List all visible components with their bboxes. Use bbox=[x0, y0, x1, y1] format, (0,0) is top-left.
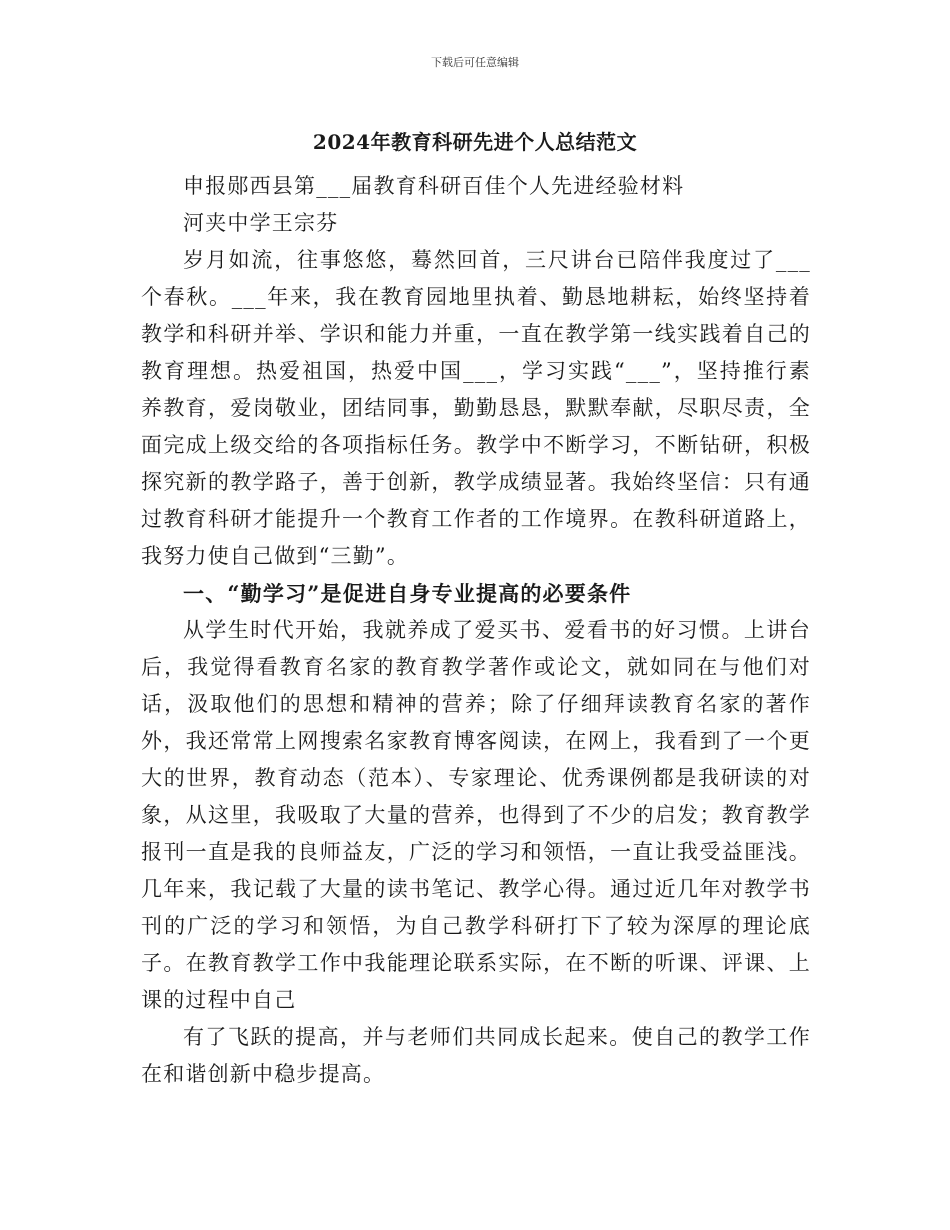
paragraph-author: 河夹中学王宗芬 bbox=[183, 211, 339, 235]
paragraph-section-body: 从学生时代开始，我就养成了爱买书、爱看书的好习惯。上讲台后，我觉得看教育名家的教育教学著作或论文，就如同在与他们对话，汲取他们的思想和精神的营养；除了仔细拜读教育名家的著作外，我还常常上网搜索名家教育博客阅读，在网上，我看到了一个更大的世界，教育动态（范本）、专家理论、优秀课例都是我研读的对象，从这里，我吸取了大量的营养，也得到了不少的启发；教育教学报刊一直是我的良师益友，广泛的学习和领悟，一直让我受益匪浅。几年来，我记载了大量的读书笔记、教学心得。通过近几年对教学书刊的广泛的学习和领悟，为自己教学科研打下了较为深厚的理论底子。在教育教学工作中我能理论联系实际，在不断的听课、评课、上课的过程中自己 bbox=[141, 618, 811, 1012]
document-body bbox=[141, 168, 811, 1093]
header-note: 下载后可任意编辑 bbox=[431, 56, 519, 69]
document-title: 2024年教育科研先进个人总结范文 bbox=[312, 130, 638, 154]
paragraph-application: 申报郧西县第___届教育科研百佳个人先进经验材料 bbox=[183, 174, 685, 198]
paragraph-intro: 岁月如流，往事悠悠，蓦然回首，三尺讲台已陪伴我度过了___个春秋。___年来，我在教育园地里执着、勤恳地耕耘，始终坚持着教学和科研并举、学识和能力并重，一直在教学第一线实践着自己的教育理想。热爱祖国，热爱中国___，学习实践“___”，坚持推行素养教育，爱岗敬业，团结同事，勤勤恳恳，默默奉献，尽职尽责，全面完成上级交给的各项指标任务。教学中不断学习，不断钻研，积极探究新的教学路子，善于创新，教学成绩显著。我始终坚信：只有通过教育科研才能提升一个教育工作者的工作境界。在教科研道路上，我努力使自己做到“三勤”。 bbox=[141, 248, 811, 568]
paragraph-section-continued: 有了飞跃的提高，并与老师们共同成长起来。使自己的教学工作在和谐创新中稳步提高。 bbox=[141, 1025, 811, 1086]
section-heading: 一、“勤学习”是促进自身专业提高的必要条件 bbox=[183, 581, 632, 606]
